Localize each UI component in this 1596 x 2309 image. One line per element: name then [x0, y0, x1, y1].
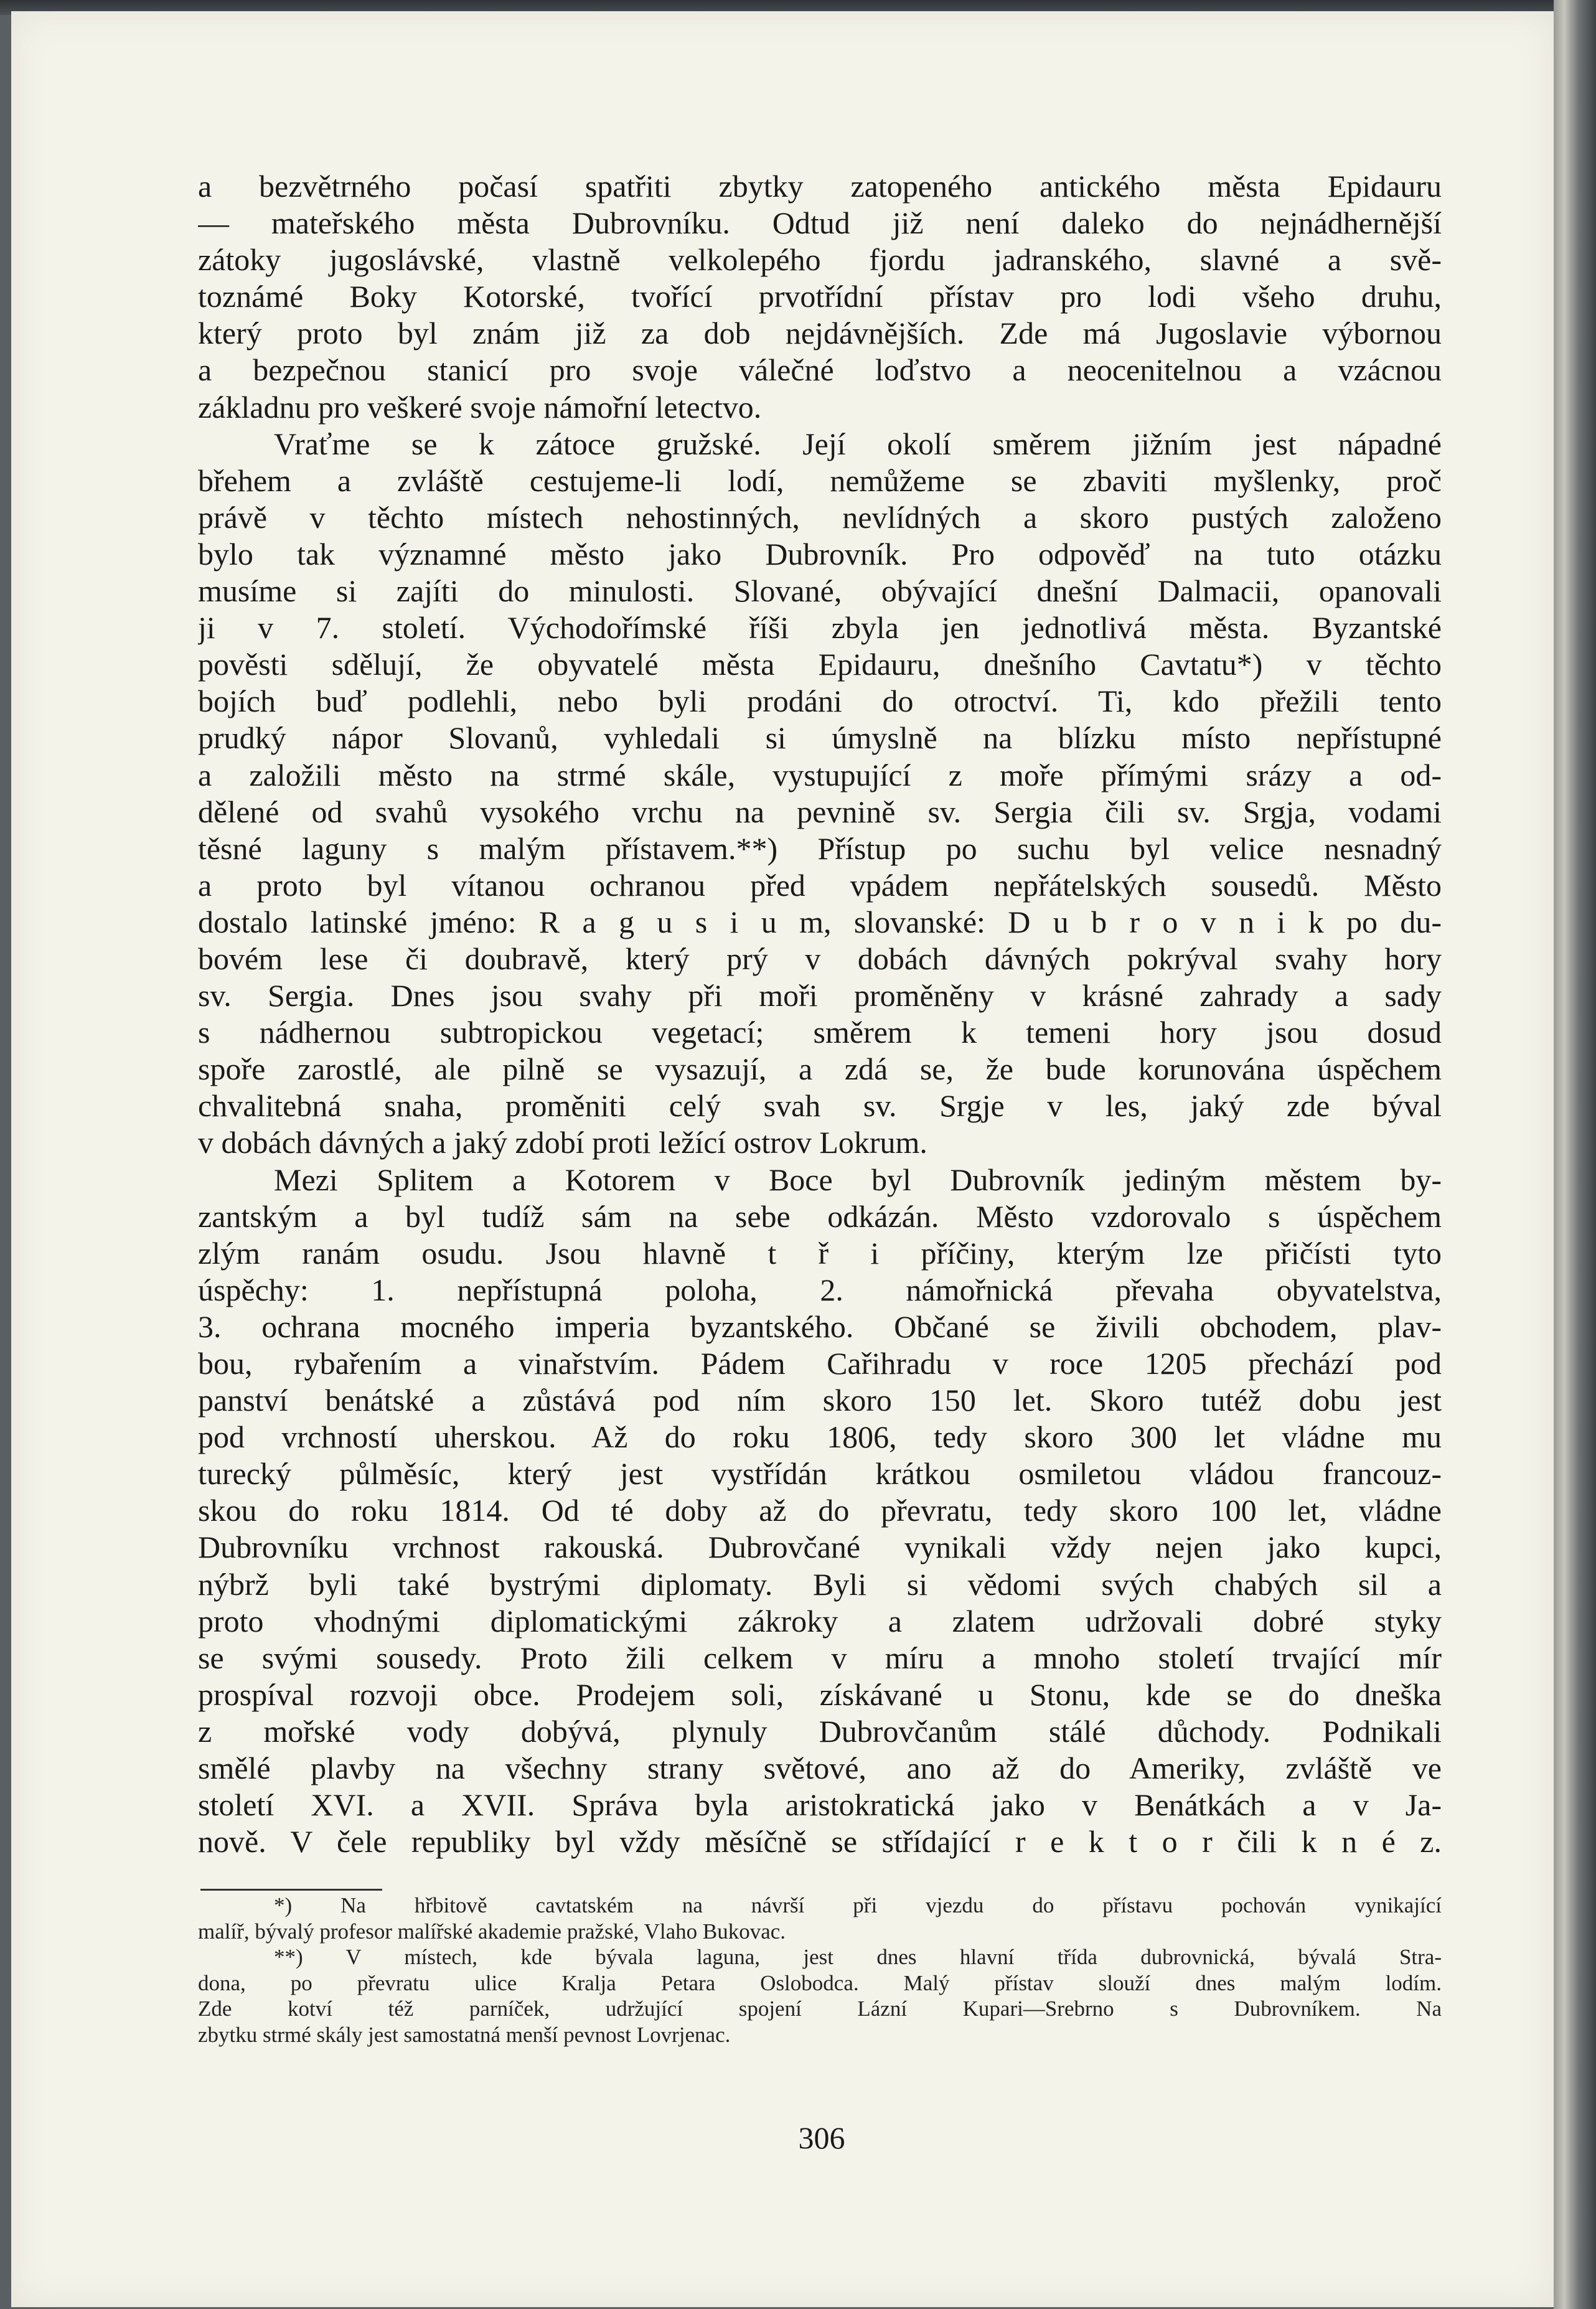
text-line: nýbrž byli také bystrými diplomaty. Byli si vědomi svých chabých sil a [198, 1566, 1442, 1602]
text-line: panství benátské a zůstává pod ním skoro 150 let. Skoro tutéž dobu jest [198, 1383, 1442, 1418]
text-line: Mezi Splitem a Kotorem v Boce byl Dubrovník jediným městem by- [274, 1162, 1442, 1197]
page-number: 306 [798, 2120, 845, 2155]
text-line: — mateřského města Dubrovníku. Odtud již není daleko do nejnádhernější [198, 205, 1442, 241]
text-line: smělé plavby na všechny strany světové, ano až do Ameriky, zvláště ve [198, 1751, 1442, 1786]
text-line: toznámé Boky Kotorské, tvořící prvotřídní přístav pro lodi všeho druhu, [198, 279, 1442, 314]
text-line: zlým ranám osudu. Jsou hlavně t ř i příčiny, kterým lze přičísti tyto [198, 1235, 1442, 1271]
footnote-line: *) Na hřbitově cavtatském na návrší při vjezdu do přístavu pochován vynikající [274, 1893, 1442, 1917]
text-line: 3. ochrana mocného imperia byzantského. Občané se živili obchodem, plav- [198, 1309, 1442, 1344]
text-line: bojích buď podlehli, nebo byli prodáni do otroctví. Ti, kdo přežili tento [198, 684, 1442, 719]
text-line: Vraťme se k zátoce gružské. Její okolí směrem jižním jest nápadné [274, 426, 1442, 461]
text-line: bovém lese či doubravě, který prý v dobách dávných pokrýval svahy hory [198, 941, 1442, 976]
text-line: základnu pro veškeré svoje námořní letectvo. [198, 389, 762, 425]
text-line: dostalo latinské jméno: R a g u s i u m, slovanské: D u b r o v n i k po du- [198, 904, 1442, 939]
text-line: turecký půlměsíc, který jest vystřídán krátkou osmiletou vládou francouz- [198, 1456, 1442, 1492]
text-line: století XVI. a XVII. Správa byla aristokratická jako v Benátkách a v Ja- [198, 1787, 1442, 1823]
text-line: zantským a byl tudíž sám na sebe odkázán. Město vzdorovalo s úspěchem [198, 1198, 1442, 1234]
footnote-line: zbytku strmé skály jest samostatná menší pevnost Lovrjenac. [198, 2022, 731, 2047]
text-line: chvalitebná snaha, proměniti celý svah sv. Srgje v les, jaký zde býval [198, 1088, 1442, 1124]
text-line: spoře zarostlé, ale pilně se vysazují, a zdá se, že bude korunována úspěchem [198, 1051, 1442, 1087]
footnote-separator [200, 1889, 382, 1891]
text-line: úspěchy: 1. nepřístupná poloha, 2. námořnická převaha obyvatelstva, [198, 1272, 1442, 1307]
text-line: dělené od svahů vysokého vrchu na pevnině sv. Sergia čili sv. Srgja, vodami [198, 794, 1442, 829]
text-line: bylo tak významné město jako Dubrovník. Pro odpověď na tuto otázku [198, 536, 1442, 571]
footnote-line: **) V místech, kde bývala laguna, jest dnes hlavní třída dubrovnická, bývalá Stra- [274, 1945, 1442, 1969]
text-line: pověsti sdělují, že obyvatelé města Epidauru, dnešního Cavtatu*) v těchto [198, 647, 1442, 682]
text-line: s nádhernou subtropickou vegetací; směrem k temeni hory jsou dosud [198, 1015, 1442, 1050]
text-line: proto vhodnými diplomatickými zákroky a zlatem udržovali dobré styky [198, 1603, 1442, 1639]
text-line: a proto byl vítanou ochranou před vpádem nepřátelských sousedů. Město [198, 867, 1442, 903]
footnotes-block [198, 1893, 1442, 2048]
footnote-line: dona, po převratu ulice Kralja Petara Oslobodca. Malý přístav slouží dnes malým lodím. [198, 1970, 1442, 1995]
text-line: musíme si zajíti do minulosti. Slované, obývající dnešní Dalmacii, opanovali [198, 573, 1442, 609]
text-line: těsné laguny s malým přístavem.**) Přístup po suchu byl velice nesnadný [198, 830, 1442, 866]
text-line: a založili město na strmé skále, vystupující z moře přímými srázy a od- [198, 757, 1442, 792]
text-line: zátoky jugoslávské, vlastně velkolepého fjordu jadranského, slavné a svě- [198, 242, 1442, 278]
text-line: v dobách dávných a jaký zdobí proti ležící ostrov Lokrum. [198, 1125, 927, 1160]
text-line: a bezvětrného počasí spatřiti zbytky zatopeného antického města Epidauru [198, 169, 1442, 204]
text-line: ji v 7. století. Východořímské říši zbyla jen jednotlivá města. Byzantské [198, 610, 1442, 646]
text-line: pod vrchností uherskou. Až do roku 1806, tedy skoro 300 let vládne mu [198, 1419, 1442, 1455]
text-line: prospíval rozvoji obce. Prodejem soli, získávané u Stonu, kde se do dneška [198, 1676, 1442, 1712]
text-line: bou, rybařením a vinařstvím. Pádem Cařihradu v roce 1205 přechází pod [198, 1346, 1442, 1381]
text-line: z mořské vody dobývá, plynuly Dubrovčanům stálé důchody. Podnikali [198, 1713, 1442, 1749]
text-line: a bezpečnou stanicí pro svoje válečné loďstvo a neocenitelnou a vzácnou [198, 352, 1442, 388]
scan-right-edge [1554, 0, 1596, 2309]
text-line: který proto byl znám již za dob nejdávnějších. Zde má Jugoslavie výbornou [198, 316, 1442, 351]
footnote-line: malíř, bývalý profesor malířské akademie pražské, Vlaho Bukovac. [198, 1919, 786, 1944]
text-line: Dubrovníku vrchnost rakouská. Dubrovčané vynikali vždy nejen jako kupci, [198, 1530, 1442, 1565]
text-line: sv. Sergia. Dnes jsou svahy při moři proměněny v krásné zahrady a sady [198, 978, 1442, 1013]
footnote-line: Zde kotví též parníček, udržující spojení Lázní Kupari—Srebrno s Dubrovníkem. Na [198, 1996, 1442, 2021]
text-line: se svými sousedy. Proto žili celkem v míru a mnoho století trvající mír [198, 1640, 1442, 1675]
text-line: nově. V čele republiky byl vždy měsíčně se střídající r e k t o r čili k n é z. [198, 1824, 1442, 1860]
text-line: prudký nápor Slovanů, vyhledali si úmyslně na blízku místo nepřístupné [198, 720, 1442, 756]
main-text-block [198, 168, 1442, 1860]
text-line: právě v těchto místech nehostinných, nevlídných a skoro pustých založeno [198, 499, 1442, 535]
text-line: skou do roku 1814. Od té doby až do převratu, tedy skoro 100 let, vládne [198, 1493, 1442, 1528]
text-line: břehem a zvláště cestujeme-li lodí, nemůžeme se zbaviti myšlenky, proč [198, 463, 1442, 498]
